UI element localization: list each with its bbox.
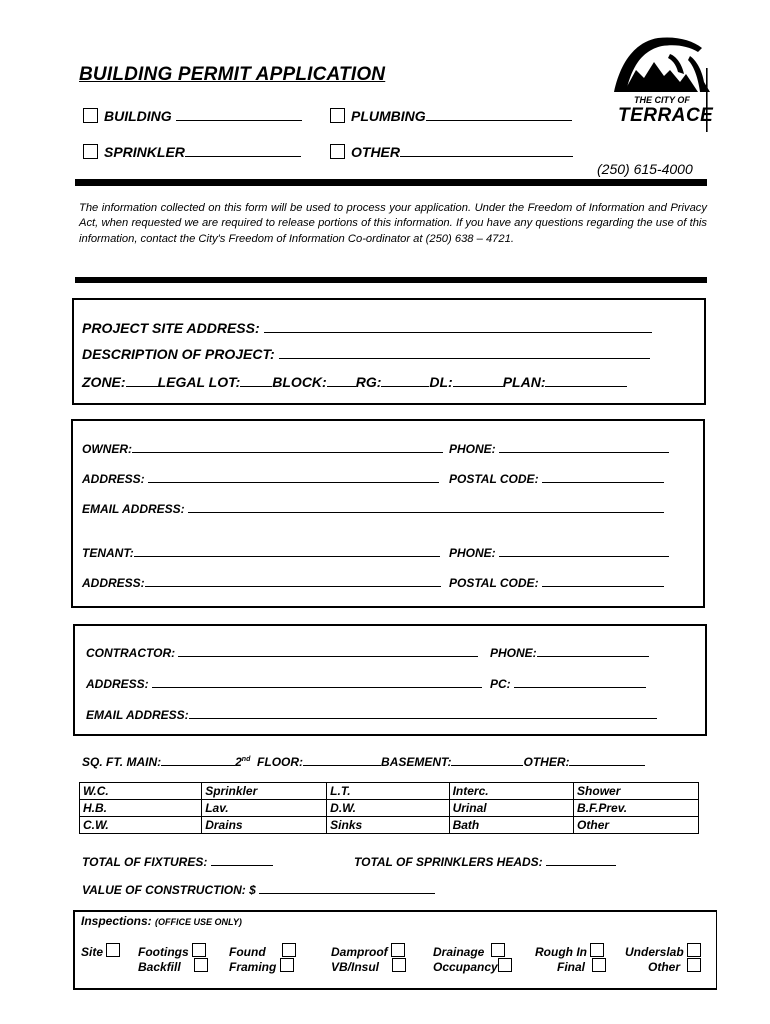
total-fixtures-field[interactable] xyxy=(82,853,273,869)
owner-postal-code-label: POSTAL CODE: xyxy=(449,472,539,486)
option-plumbing[interactable] xyxy=(330,107,572,124)
damproof-checkbox[interactable] xyxy=(391,943,405,957)
fixture-cell[interactable]: Urinal xyxy=(449,800,573,817)
square-footage-row[interactable] xyxy=(82,753,645,769)
inspection-damproof[interactable] xyxy=(331,943,405,959)
basement-line[interactable] xyxy=(451,753,523,766)
project-site-address-label: PROJECT SITE ADDRESS: xyxy=(82,320,260,336)
block-line[interactable] xyxy=(327,373,356,387)
city-phone: (250) 615-4000 xyxy=(597,161,693,177)
fixtures-table xyxy=(79,782,699,834)
contractor-pc-label: PC: xyxy=(490,677,511,691)
fixture-cell[interactable]: Drains xyxy=(202,817,327,834)
contractor-phone-field[interactable] xyxy=(490,644,649,660)
sqft-other-label: OTHER: xyxy=(523,755,570,769)
building-checkbox[interactable] xyxy=(83,108,98,123)
logo-line1: THE CITY OF xyxy=(634,95,690,105)
final-label: Final xyxy=(557,960,586,974)
inspection-vb-insul[interactable] xyxy=(331,958,406,974)
fixture-cell[interactable]: Sinks xyxy=(327,817,449,834)
tenant-postal-code-label: POSTAL CODE: xyxy=(449,576,539,590)
found-checkbox[interactable] xyxy=(282,943,296,957)
contractor-address-line[interactable] xyxy=(152,675,482,688)
zone-label: ZONE: xyxy=(82,374,126,390)
project-site-address-field[interactable] xyxy=(82,319,652,336)
occupancy-checkbox[interactable] xyxy=(498,958,512,972)
basement-label: BASEMENT: xyxy=(381,755,452,769)
value-of-construction-field[interactable] xyxy=(82,881,435,897)
table-row xyxy=(80,817,699,834)
sqft-other-line[interactable] xyxy=(569,753,645,766)
fixture-cell[interactable]: C.W. xyxy=(80,817,202,834)
sprinkler-line[interactable] xyxy=(185,143,301,157)
sqft-main-label: SQ. FT. MAIN: xyxy=(82,755,162,769)
owner-email-field[interactable] xyxy=(82,500,664,516)
tenant-field[interactable] xyxy=(82,544,440,560)
inspection-found[interactable] xyxy=(229,943,296,959)
site-label: Site xyxy=(81,945,104,959)
contractor-address-label: ADDRESS: xyxy=(86,677,149,691)
building-label: BUILDING xyxy=(104,108,172,124)
project-site-address-line[interactable] xyxy=(264,319,652,333)
total-sprinkler-heads-field[interactable] xyxy=(354,853,616,869)
dl-line[interactable] xyxy=(453,373,503,387)
other-line[interactable] xyxy=(400,143,573,157)
table-row xyxy=(80,783,699,800)
other-label: OTHER xyxy=(351,144,400,160)
contractor-line[interactable] xyxy=(178,644,478,657)
rough-in-checkbox[interactable] xyxy=(590,943,604,957)
owner-phone-field[interactable] xyxy=(449,440,669,456)
tenant-postal-code-line[interactable] xyxy=(542,574,664,587)
city-logo xyxy=(606,34,718,134)
owner-field[interactable] xyxy=(82,440,443,456)
fixture-cell[interactable]: Shower xyxy=(574,783,699,800)
inspection-rough-in[interactable] xyxy=(535,943,604,959)
fixture-cell[interactable]: W.C. xyxy=(80,783,202,800)
fixture-cell[interactable]: Interc. xyxy=(449,783,573,800)
contractor-phone-label: PHONE: xyxy=(490,646,537,660)
occupancy-label: Occupancy xyxy=(433,960,498,974)
damproof-label: Damproof xyxy=(331,945,388,959)
description-line[interactable] xyxy=(279,345,650,359)
rg-label: RG: xyxy=(355,374,382,390)
drainage-checkbox[interactable] xyxy=(491,943,505,957)
sqft-main-line[interactable] xyxy=(161,753,235,766)
inspection-occupancy[interactable] xyxy=(433,958,512,974)
second-floor-line[interactable] xyxy=(303,753,381,766)
contractor-email-field[interactable] xyxy=(86,706,657,722)
tenant-phone-field[interactable] xyxy=(449,544,669,560)
vb-insul-checkbox[interactable] xyxy=(392,958,406,972)
contractor-field[interactable] xyxy=(86,644,478,660)
sprinkler-checkbox[interactable] xyxy=(83,144,98,159)
underslab-checkbox[interactable] xyxy=(687,943,701,957)
inspection-drainage[interactable] xyxy=(433,943,505,959)
plan-line[interactable] xyxy=(545,373,627,387)
inspection-final[interactable] xyxy=(557,958,606,974)
framing-label: Framing xyxy=(229,960,277,974)
option-building[interactable] xyxy=(83,107,302,124)
fixture-cell[interactable]: D.W. xyxy=(327,800,449,817)
value-of-construction-label: VALUE OF CONSTRUCTION: $ xyxy=(82,883,256,897)
fixture-cell[interactable]: B.F.Prev. xyxy=(574,800,699,817)
total-fixtures-line[interactable] xyxy=(211,853,273,866)
page-title: BUILDING PERMIT APPLICATION xyxy=(79,64,386,85)
fixture-cell[interactable]: Bath xyxy=(449,817,573,834)
owner-email-label: EMAIL ADDRESS: xyxy=(82,502,185,516)
footings-checkbox[interactable] xyxy=(192,943,206,957)
tenant-label: TENANT: xyxy=(82,546,134,560)
fixture-cell[interactable]: H.B. xyxy=(80,800,202,817)
contractor-pc-field[interactable] xyxy=(490,675,646,691)
plumbing-label: PLUMBING xyxy=(351,108,426,124)
contractor-address-field[interactable] xyxy=(86,675,482,691)
owner-address-label: ADDRESS: xyxy=(82,472,145,486)
contractor-label: CONTRACTOR: xyxy=(86,646,176,660)
option-other[interactable] xyxy=(330,143,573,160)
logo-line2: TERRACE xyxy=(618,105,714,126)
other-checkbox[interactable] xyxy=(330,144,345,159)
divider-bottom xyxy=(75,277,707,283)
description-label: DESCRIPTION OF PROJECT: xyxy=(82,346,275,362)
owner-phone-label: PHONE: xyxy=(449,442,496,456)
inspection-backfill[interactable] xyxy=(138,958,208,974)
owner-line[interactable] xyxy=(132,440,443,453)
underslab-label: Underslab xyxy=(625,945,684,959)
footings-label: Footings xyxy=(138,945,189,959)
total-fixtures-label: TOTAL OF FIXTURES: xyxy=(82,855,208,869)
fixture-cell[interactable]: Lav. xyxy=(202,800,327,817)
total-sprinkler-heads-line[interactable] xyxy=(546,853,616,866)
dl-label: DL: xyxy=(429,374,453,390)
building-line[interactable] xyxy=(176,107,302,121)
tenant-address-field[interactable] xyxy=(82,574,441,590)
privacy-notice: The information collected on this form will be used to process your application. Under the Freedom of Information and Privacy Act, when requested we are required to release portions of this information. If you have any questions regarding the use of this information, contact the City's Freedom of Information Co-ordinator at (250) 638 – 4721. xyxy=(79,202,707,245)
fixture-cell[interactable]: Sprinkler xyxy=(202,783,327,800)
tenant-postal-code-field[interactable] xyxy=(449,574,664,590)
sprinkler-label: SPRINKLER xyxy=(104,144,185,160)
plan-label: PLAN: xyxy=(502,374,546,390)
fixture-cell[interactable]: Other xyxy=(574,817,699,834)
divider-top xyxy=(75,179,707,186)
fixture-cell[interactable]: L.T. xyxy=(327,783,449,800)
legal-description-row[interactable] xyxy=(82,373,627,390)
block-label: BLOCK: xyxy=(272,374,327,390)
inspection-underslab[interactable] xyxy=(625,943,701,959)
owner-postal-code-field[interactable] xyxy=(449,470,664,486)
other-inspection-label: Other xyxy=(648,960,681,974)
description-field[interactable] xyxy=(82,345,650,362)
inspection-other[interactable] xyxy=(648,958,701,974)
vb-insul-label: VB/Insul xyxy=(331,960,380,974)
inspections-note: (OFFICE USE ONLY) xyxy=(155,917,242,927)
tenant-address-line[interactable] xyxy=(145,574,441,587)
rg-line[interactable] xyxy=(381,373,429,387)
second-floor-num: 2 xyxy=(235,755,242,769)
second-floor-sup: nd xyxy=(241,756,251,763)
tenant-phone-line[interactable] xyxy=(499,544,669,557)
inspection-site[interactable] xyxy=(81,943,120,959)
site-checkbox[interactable] xyxy=(106,943,120,957)
zone-line[interactable] xyxy=(126,373,158,387)
table-row xyxy=(80,800,699,817)
option-sprinkler[interactable] xyxy=(83,143,301,160)
backfill-label: Backfill xyxy=(138,960,181,974)
contractor-email-line[interactable] xyxy=(189,706,657,719)
lot-line[interactable] xyxy=(240,373,272,387)
owner-label: OWNER: xyxy=(82,442,132,456)
contractor-pc-line[interactable] xyxy=(514,675,646,688)
owner-postal-code-line[interactable] xyxy=(542,470,664,483)
legal-lot-label: LEGAL LOT: xyxy=(157,374,241,390)
total-sprinkler-heads-label: TOTAL OF SPRINKLERS HEADS: xyxy=(354,855,543,869)
drainage-label: Drainage xyxy=(433,945,485,959)
contractor-email-label: EMAIL ADDRESS: xyxy=(86,708,189,722)
other-inspection-checkbox[interactable] xyxy=(687,958,701,972)
framing-checkbox[interactable] xyxy=(280,958,294,972)
second-floor-label: FLOOR: xyxy=(257,755,304,769)
inspection-framing[interactable] xyxy=(229,958,294,974)
owner-address-field[interactable] xyxy=(82,470,439,486)
rough-in-label: Rough In xyxy=(535,945,587,959)
owner-phone-line[interactable] xyxy=(499,440,669,453)
final-checkbox[interactable] xyxy=(592,958,606,972)
inspections-heading: Inspections: xyxy=(81,914,152,928)
contractor-phone-line[interactable] xyxy=(537,644,649,657)
backfill-checkbox[interactable] xyxy=(194,958,208,972)
plumbing-line[interactable] xyxy=(426,107,572,121)
tenant-phone-label: PHONE: xyxy=(449,546,496,560)
owner-email-line[interactable] xyxy=(188,500,664,513)
tenant-address-label: ADDRESS: xyxy=(82,576,145,590)
inspections-heading-row xyxy=(81,914,242,928)
plumbing-checkbox[interactable] xyxy=(330,108,345,123)
found-label: Found xyxy=(229,945,266,959)
tenant-line[interactable] xyxy=(134,544,440,557)
owner-address-line[interactable] xyxy=(148,470,439,483)
inspection-footings[interactable] xyxy=(138,943,206,959)
value-of-construction-line[interactable] xyxy=(259,881,435,894)
